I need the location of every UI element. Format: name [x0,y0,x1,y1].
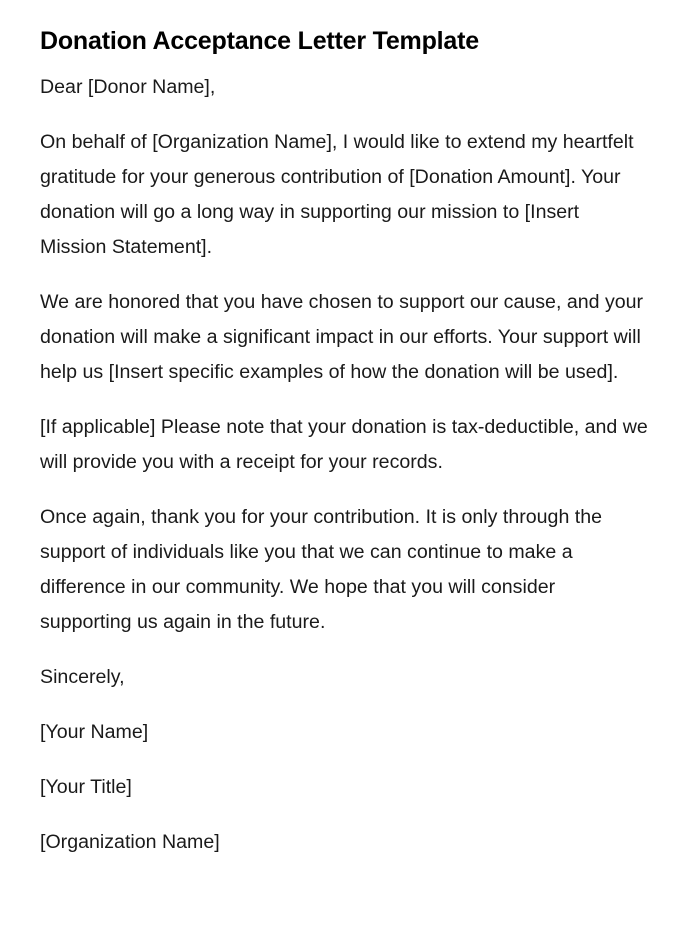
letter-document [40,0,650,860]
paragraph-thanks: Once again, thank you for your contribution. It is only through the support of individuals like you that we can continue to make a difference in our community. We hope that you will consider supporting us again in the future. [40,506,603,633]
signature-organization: [Organization Name] [40,831,220,853]
salutation: Dear [Donor Name], [40,76,216,98]
page-title: Donation Acceptance Letter Template [40,27,479,55]
signature-title: [Your Title] [40,776,132,798]
closing: Sincerely, [40,666,125,688]
paragraph-tax-note: [If applicable] Please note that your donation is tax-deductible, and we will provide you with a receipt for your records. [40,416,648,473]
paragraph-impact: We are honored that you have chosen to support our cause, and your donation will make a significant impact in our efforts. Your support will help us [Insert specific examples of how the donation will be used]. [40,291,644,383]
signature-name: [Your Name] [40,721,149,743]
paragraph-gratitude: On behalf of [Organization Name], I would like to extend my heartfelt gratitude for your generous contribution of [Donation Amount]. Your donation will go a long way in supporting our mission to [Insert Mission Statement]. [40,131,634,258]
